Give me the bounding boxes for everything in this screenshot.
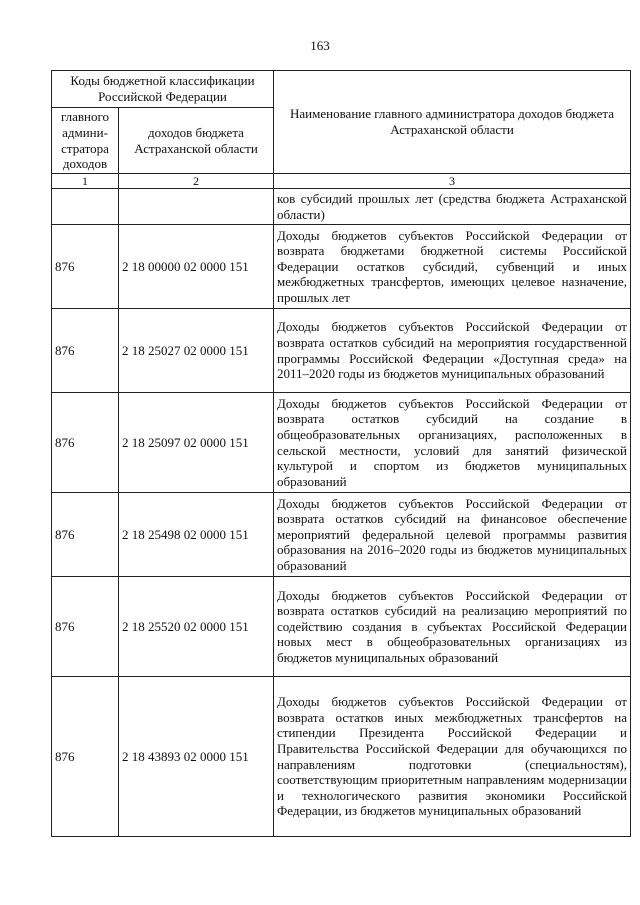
- table-row: [52, 577, 631, 677]
- admin-code: 876: [52, 577, 119, 677]
- income-code: 2 18 25097 02 0000 151: [119, 393, 274, 493]
- header-col1: главного админи-стратора доходов: [52, 108, 119, 174]
- header-col3: Наименование главного администратора доходов бюджета Астраханской области: [274, 71, 631, 174]
- income-code: 2 18 25027 02 0000 151: [119, 309, 274, 393]
- income-name: Доходы бюджетов субъектов Российской Федерации от возврата остатков субсидий на финансовое обеспечение мероприятий федеральной целевой программы развития образования на 2016–2020 годы из бюджетов муниципальных образований: [274, 493, 631, 577]
- header-group-title: Коды бюджетной классификации Российской Федерации: [52, 71, 274, 108]
- income-name: Доходы бюджетов субъектов Российской Федерации от возврата остатков субсидий на реализацию мероприятий по содействию создания в субъектах Российской Федерации новых мест в общеобразовательных организациях из бюджетов муниципальных образований: [274, 577, 631, 677]
- admin-code: 876: [52, 225, 119, 309]
- column-numbers-row: [52, 174, 631, 189]
- column-number: 1: [52, 174, 119, 189]
- income-name: Доходы бюджетов субъектов Российской Федерации от возврата бюджетами бюджетной системы Российской Федерации остатков субсидий, субвенций и иных межбюджетных трансфертов, имеющих целевое назначение, прошлых лет: [274, 225, 631, 309]
- income-code: 2 18 43893 02 0000 151: [119, 677, 274, 837]
- page-number: 163: [310, 38, 330, 53]
- admin-code: 876: [52, 493, 119, 577]
- table-row: [52, 493, 631, 577]
- table-row: [52, 677, 631, 837]
- admin-code: 876: [52, 677, 119, 837]
- header-col2: доходов бюджета Астраханской области: [119, 108, 274, 174]
- table-row: [52, 393, 631, 493]
- income-name: ков субсидий прошлых лет (средства бюджета Астраханской области): [274, 189, 631, 225]
- income-code: [119, 189, 274, 225]
- income-name: Доходы бюджетов субъектов Российской Федерации от возврата остатков иных межбюджетных трансфертов на стипендии Президента Российской Федерации и Правительства Российской Федерации для обучающихся по направлениям подготовки (специальностям), соответствующим приоритетным направлениям модернизации и технологического развития экономики Российской Федерации, из бюджетов муниципальных образований: [274, 677, 631, 837]
- income-code: 2 18 25520 02 0000 151: [119, 577, 274, 677]
- column-number: 2: [119, 174, 274, 189]
- column-number: 3: [274, 174, 631, 189]
- admin-code: [52, 189, 119, 225]
- budget-classification-table: [51, 70, 631, 837]
- table-row: [52, 189, 631, 225]
- income-name: Доходы бюджетов субъектов Российской Федерации от возврата остатков субсидий на создание в общеобразовательных организациях, расположенных в сельской местности, условий для занятий физической культурой и спортом из бюджетов муниципальных образований: [274, 393, 631, 493]
- income-code: 2 18 25498 02 0000 151: [119, 493, 274, 577]
- income-name: Доходы бюджетов субъектов Российской Федерации от возврата остатков субсидий на мероприятия государственной программы Российской Федерации «Доступная среда» на 2011–2020 годы из бюджетов муниципальных образований: [274, 309, 631, 393]
- admin-code: 876: [52, 309, 119, 393]
- income-code: 2 18 00000 02 0000 151: [119, 225, 274, 309]
- table-header-row: [52, 71, 631, 108]
- table-row: [52, 309, 631, 393]
- admin-code: 876: [52, 393, 119, 493]
- table-row: [52, 225, 631, 309]
